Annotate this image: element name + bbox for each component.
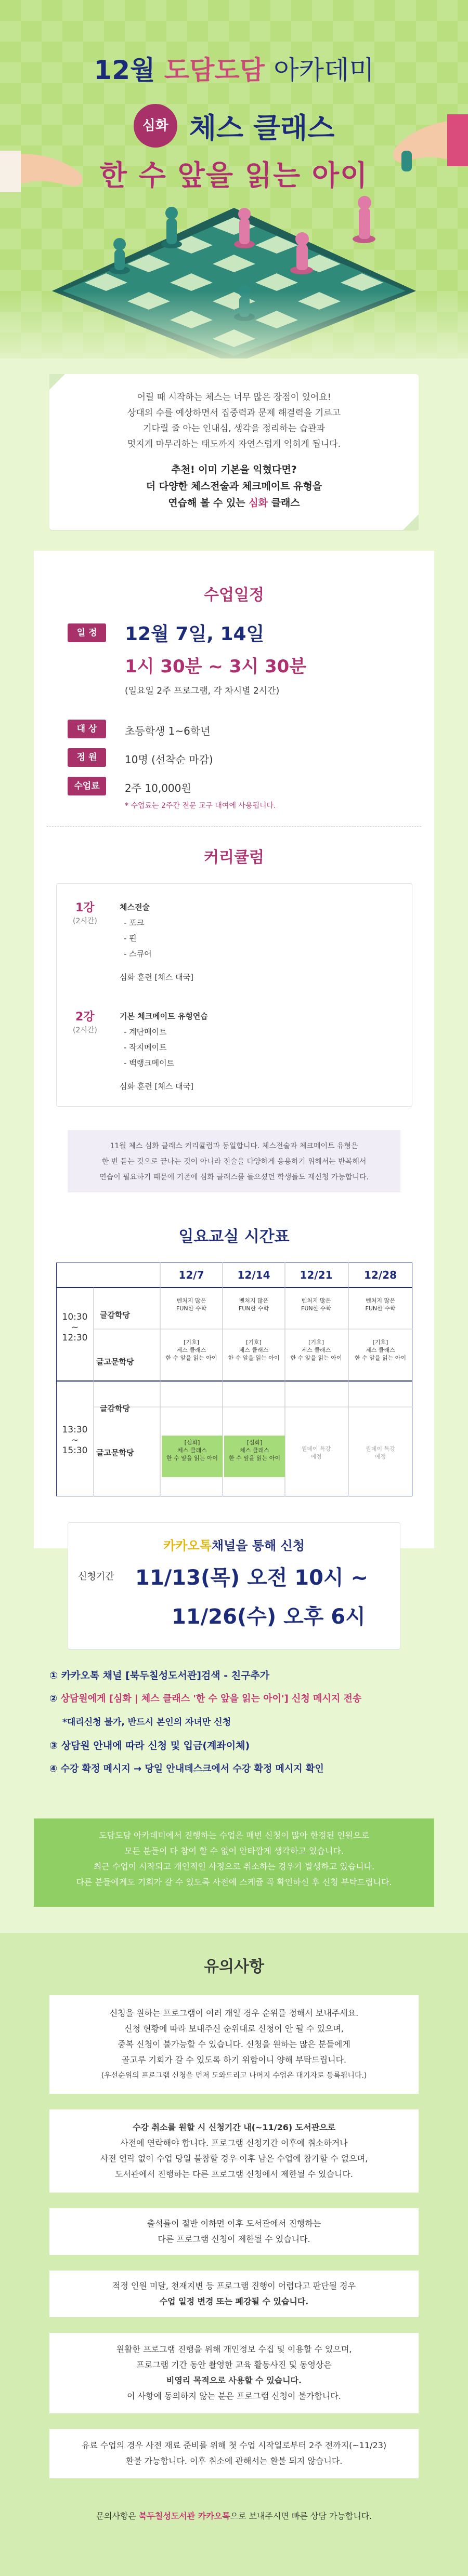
class-cell: [기호] 체스 클래스 한 수 앞을 읽는 아이: [228, 1339, 280, 1361]
apply-step: ④ 수강 확정 메시지 → 당일 안내데스크에서 수강 확정 메시지 확인: [49, 1763, 324, 1774]
hero-subtitle: 한 수 앞을 읽는 아이: [99, 159, 369, 192]
caution-block: 적정 인원 미달, 천재지변 등 프로그램 진행이 어렵다고 판단될 경우 수업 일정 변경 또는 폐강될 수 있습니다.: [49, 2270, 419, 2317]
curriculum-note: 11월 체스 심화 클래스 커리큘럼과 동일합니다. 체스전술과 체크메이트 유형은 한 번 듣는 것으로 끝나는 것이 아니라 전술을 다양하게 응용하기 위해서는 반복해서 연습이 필요하기 때문에 기존에 심화 클래스를 들으셨던 학생들도 재신청 가능합니다.: [68, 1130, 400, 1192]
room-name: 글감학당: [100, 1310, 130, 1320]
time-value: 1시 30분 ~ 3시 30분: [125, 656, 307, 677]
lesson-item: - 작지메이트: [124, 1043, 167, 1052]
lesson-item: - 포크: [124, 918, 145, 927]
capacity-label: 정 원: [68, 748, 106, 767]
class-cell: [기호] 체스 클래스 한 수 앞을 읽는 아이: [290, 1339, 342, 1361]
period-label: 신청기간: [78, 1571, 114, 1582]
fee-label: 수업료: [68, 777, 106, 795]
lesson-hours: (2시간): [73, 917, 97, 925]
hero-title: [0, 49, 468, 87]
class-cell: 벤처지 많은 FUN한 수학: [176, 1297, 206, 1312]
target-label: 대 상: [68, 720, 106, 738]
lesson-item: - 백랭크메이트: [124, 1058, 175, 1068]
class-cell-highlight: [심화] 체스 클래스 한 수 앞을 읽는 아이: [224, 1436, 285, 1477]
timetable-date: 12/28: [364, 1269, 397, 1281]
time-slot: 10:30 ~ 12:30: [62, 1312, 88, 1343]
intro-line: 어릴 때 시작하는 체스는 너무 많은 장점이 있어요!: [137, 392, 331, 403]
caution-block: 유료 수업의 경우 사전 재료 준비를 위해 첫 수업 시작일로부터 2주 전까지(~11/23) 환불 가능합니다. 이후 취소에 관해서는 환불 되지 않습니다.: [49, 2429, 419, 2478]
schedule-title: 수업일정: [204, 586, 264, 604]
room-name: 글감학당: [100, 1404, 130, 1413]
notice-panel: 도담도담 아카데미에서 진행하는 수업은 매번 신청이 많아 한정된 인원으로 모든 분들이 다 참여 할 수 없어 안타깝게 생각하고 있습니다. 최근 수업이 시작되고 개인적인 사정으로 취소하는 경우가 발생하고 있습니다. 다른 분들에게도 기회가 갈 수 있도록 사전에 스케쥴 꼭 확인하신 후 신청 부탁드립니다.: [34, 1818, 434, 1907]
date-value: 12월 7일, 14일: [125, 623, 265, 645]
caution-block: 원활한 프로그램 진행을 위해 개인정보 수집 및 이용할 수 있으며, 프로그램 기간 동안 촬영한 교육 활동사진 및 동영상은 비영리 목적으로 사용할 수 있습니다. 이 사항에 동의하지 않는 분은 프로그램 신청이 불가합니다.: [49, 2333, 419, 2413]
apply-step: ③ 상담원 안내에 따라 신청 및 입금(계좌이체): [49, 1740, 250, 1751]
lesson-name: 기본 체크메이트 유형연습: [120, 1012, 208, 1021]
period-start: 11/13(목) 오전 10시 ~: [135, 1566, 369, 1590]
room-name: 글고문학당: [96, 1357, 134, 1366]
divider: [47, 826, 421, 827]
class-name: 체스 클래스: [189, 111, 335, 144]
intro-line: 멋지게 마무리하는 태도까지 자연스럽게 익히게 됩니다.: [127, 439, 341, 449]
caution-block: 출석률이 절반 이하면 이후 도서관에서 진행하는 다른 프로그램 신청이 제한될 수 있습니다.: [49, 2208, 419, 2255]
capacity-value: 10명 (선착순 마감): [125, 753, 213, 766]
lesson-hours: (2시간): [73, 1026, 97, 1034]
apply-step: ① 카카오톡 채널 [북두칠성도서관]검색 - 친구추가: [49, 1670, 270, 1681]
class-cell: [기호] 체스 클래스 한 수 앞을 읽는 아이: [165, 1339, 217, 1361]
cautions-title: 유의사항: [204, 1958, 264, 1976]
lesson-item: - 스큐어: [124, 949, 152, 959]
date-label: 일 정: [68, 623, 106, 642]
caution-block: 신청을 원하는 프로그램이 여러 개일 경우 순위를 정해서 보내주세요. 신청 현황에 따라 보내주신 순위대로 신청이 안 될 수 있으며, 중복 신청이 불가능할 수 있습니다. 신청을 원하는 많은 분들에게 골고루 기회가 갈 수 있도록 하기 위함이니 양해 부탁드립니다. (우선순위의 프로그램 신청을 먼저 도와드리고 나머지 수업은 대기자로 등록됩니다.): [49, 1995, 419, 2094]
fee-value: 2주 10,000원: [125, 782, 191, 794]
hero-class-row: [0, 104, 468, 148]
intro-highlight: 추천! 이미 기본을 익혔다면?: [171, 464, 297, 475]
lesson-name: 체스전술: [120, 902, 150, 912]
apply-step-note: *대리신청 불가, 반드시 본인의 자녀만 신청: [62, 1717, 231, 1728]
class-cell: 원데이 특강 예정: [301, 1445, 331, 1460]
intro-highlight: 연습해 볼 수 있는 심화 클래스: [168, 497, 300, 509]
class-cell: [기호] 체스 클래스 한 수 앞을 읽는 아이: [355, 1339, 406, 1361]
hero-fade: [0, 291, 468, 374]
class-cell-highlight: [심화] 체스 클래스 한 수 앞을 읽는 아이: [162, 1436, 223, 1477]
class-cell: 벤처지 많은 FUN한 수학: [365, 1297, 396, 1312]
lesson-training: 심화 훈련 [체스 대국]: [120, 1082, 193, 1091]
curriculum-box: [56, 883, 412, 1107]
hero-academy: 아카데미: [274, 55, 374, 85]
lesson-item: - 핀: [124, 934, 137, 943]
room-name: 글고문학당: [96, 1448, 134, 1457]
class-cell: 벤처지 많은 FUN한 수학: [239, 1297, 269, 1312]
level-badge: 심화: [134, 104, 177, 148]
timetable-title: 일요교실 시간표: [178, 1228, 290, 1246]
hero-month: 12월: [94, 55, 155, 85]
contact-line: 문의사항은 북두칠성도서관 카카오톡으로 보내주시면 빠른 상담 가능합니다.: [96, 2511, 372, 2521]
timetable-date: 12/14: [237, 1269, 270, 1281]
intro-line: 기다릴 줄 아는 인내심, 생각을 정리하는 습관과: [143, 423, 325, 434]
intro-line: 상대의 수를 예상하면서 집중력과 문제 해결력을 기르고: [127, 408, 341, 418]
apply-step: ② 상담원에게 [심화 | 체스 클래스 '한 수 앞을 읽는 아이'] 신청 메시지 전송: [49, 1693, 362, 1704]
period-end: 11/26(수) 오후 6시: [172, 1605, 366, 1629]
timetable-date: 12/7: [178, 1269, 204, 1281]
kakao-label: 카카오톡: [163, 1538, 212, 1553]
apply-channel: [68, 1535, 400, 1553]
time-note: (일요일 2주 프로그램, 각 차시별 2시간): [125, 686, 280, 696]
time-slot: 13:30 ~ 15:30: [62, 1425, 88, 1456]
class-cell: 벤처지 많은 FUN한 수학: [301, 1297, 331, 1312]
caution-block: 수강 취소를 원할 시 신청기간 내(~11/26) 도서관으로 사전에 연락해야 합니다. 프로그램 신청기간 이후에 취소하거나 사전 연락 없이 수업 당일 불참할 경우 이후 남은 수업에 참가할 수 없으며, 도서관에서 진행하는 다른 프로그램 신청에서 제한될 수 있습니다.: [49, 2109, 419, 2193]
channel-text: 채널을 통해 신청: [211, 1538, 305, 1553]
intro-highlight: 더 다양한 체스전술과 체크메이트 유형을: [146, 481, 322, 492]
class-cell: 원데이 특강 예정: [366, 1445, 395, 1460]
hero-brand: 도담도담: [164, 55, 265, 85]
intro-card: [49, 374, 419, 530]
curriculum-title: 커리큘럼: [204, 848, 264, 867]
corner-fold-icon: [49, 374, 65, 390]
corner-fold-icon: [403, 514, 419, 530]
timetable-date: 12/21: [300, 1269, 333, 1281]
fee-note: * 수업료는 2주간 전문 교구 대여에 사용됩니다.: [125, 802, 276, 810]
lesson-number: 2강: [75, 1011, 95, 1024]
lesson-training: 심화 훈련 [체스 대국]: [120, 973, 193, 982]
lesson-item: - 계단메이트: [124, 1027, 167, 1037]
target-value: 초등학생 1~6학년: [125, 725, 211, 737]
lesson-number: 1강: [75, 901, 95, 914]
